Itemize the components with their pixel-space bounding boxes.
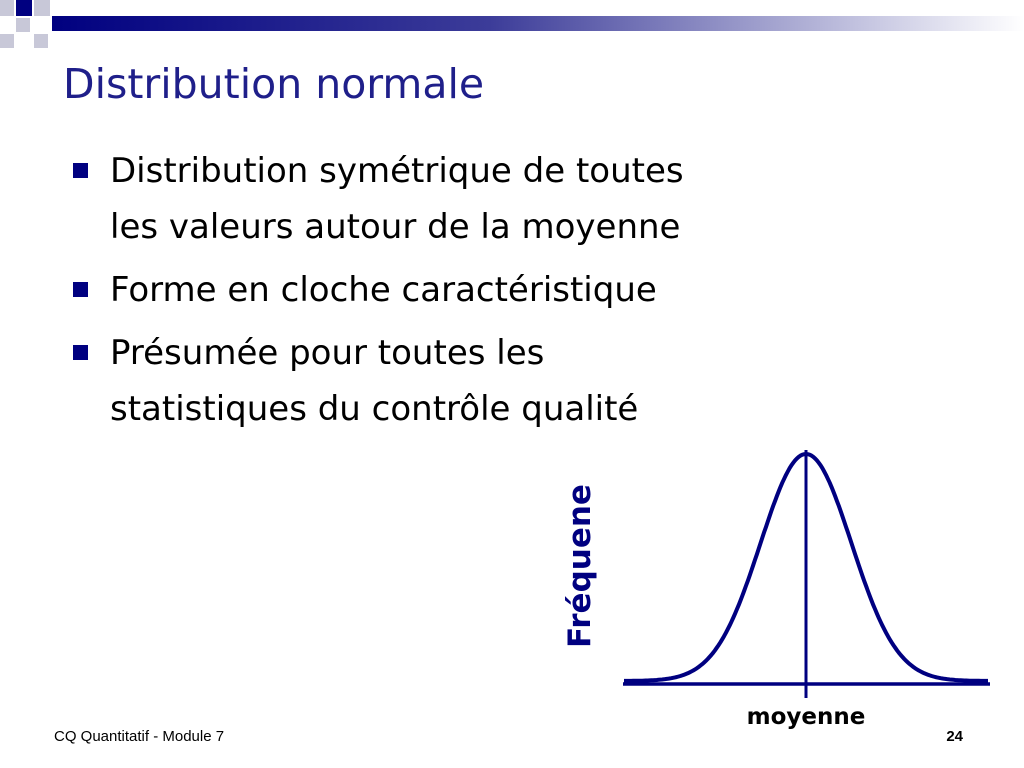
bullet-item bbox=[72, 262, 912, 318]
bullet-item bbox=[72, 143, 912, 255]
bullet-text-line: statistiques du contrôle qualité bbox=[110, 389, 639, 429]
bullet-list bbox=[72, 143, 912, 444]
decorative-squares bbox=[0, 0, 50, 48]
bullet-item bbox=[72, 325, 912, 437]
x-axis-label-mean: moyenne bbox=[746, 704, 866, 730]
square-bullet-icon bbox=[73, 282, 88, 297]
title-bar-decoration bbox=[0, 0, 1024, 48]
footer-text: CQ Quantitatif - Module 7 bbox=[54, 728, 225, 745]
page-title: Distribution normale bbox=[63, 60, 485, 108]
bullet-text-line: Présumée pour toutes les bbox=[110, 333, 545, 373]
slide-number: 24 bbox=[946, 728, 963, 745]
bullet-text-line: Forme en cloche caractéristique bbox=[110, 270, 657, 310]
square-bullet-icon bbox=[73, 163, 88, 178]
bullet-text-line: Distribution symétrique de toutes bbox=[110, 151, 684, 191]
normal-distribution-diagram bbox=[540, 440, 1010, 740]
bullet-text-line: les valeurs autour de la moyenne bbox=[110, 207, 681, 247]
header-gradient-band bbox=[52, 16, 1024, 31]
square-bullet-icon bbox=[73, 345, 88, 360]
y-axis-label: Fréquene bbox=[562, 484, 598, 648]
